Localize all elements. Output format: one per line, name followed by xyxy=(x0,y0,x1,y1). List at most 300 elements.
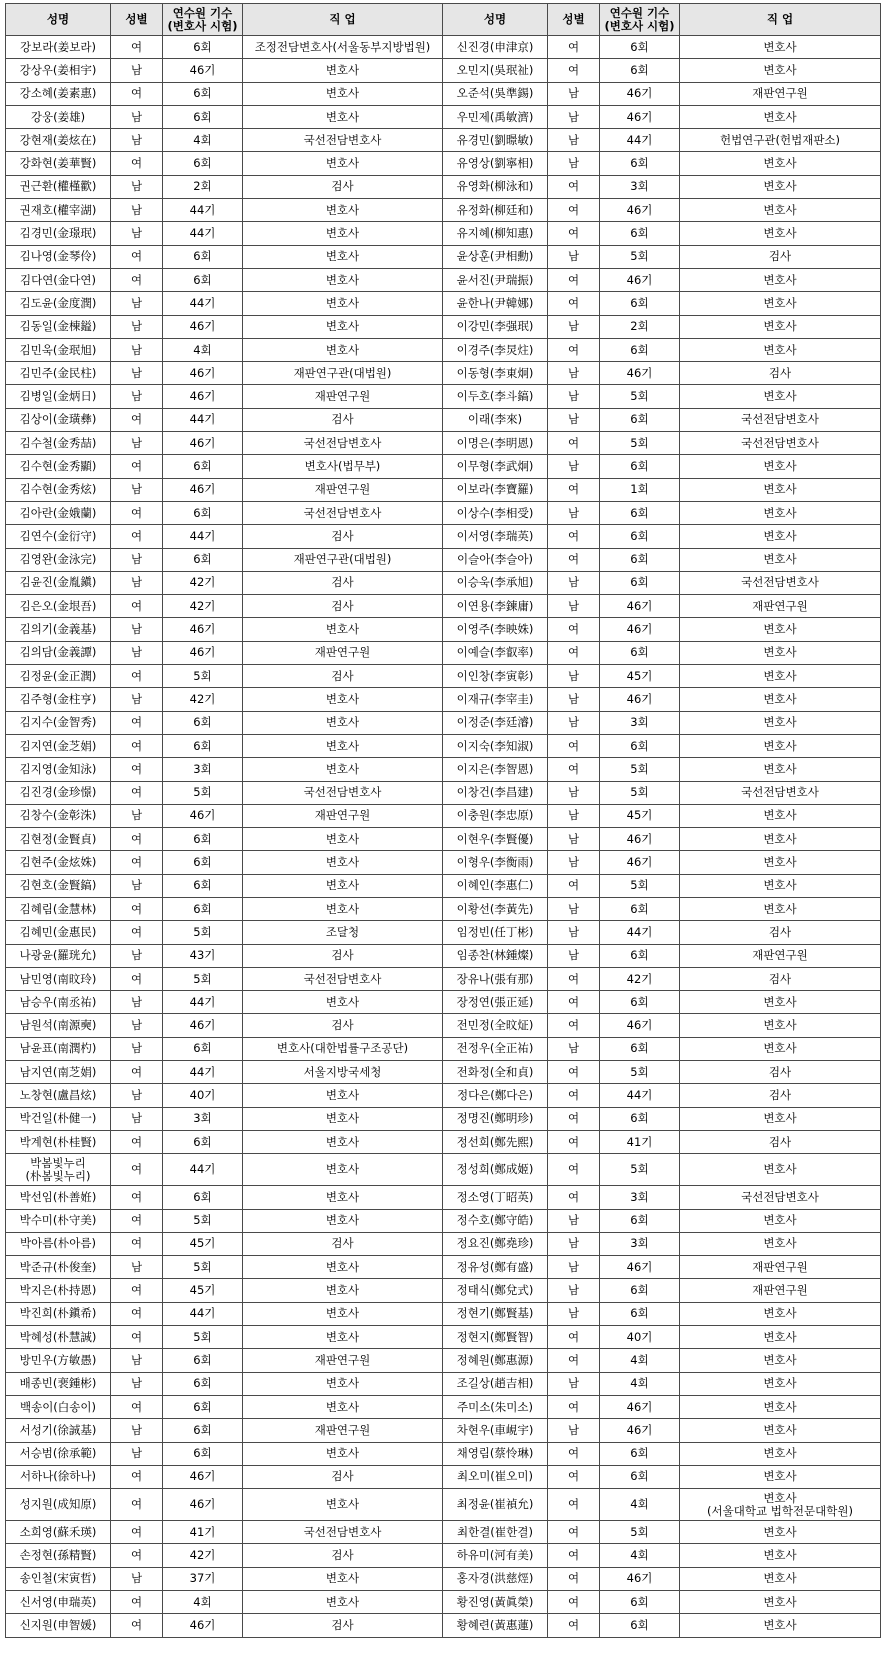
cell-gender-left: 남 xyxy=(111,362,163,385)
table-row xyxy=(6,478,881,501)
cell-job-left: 변호사 xyxy=(243,199,443,222)
cell-gender-left: 여 xyxy=(111,711,163,734)
cell-class-left: 45기 xyxy=(163,1279,243,1302)
cell-job-left: 검사 xyxy=(243,175,443,198)
cell-gender-left: 여 xyxy=(111,1130,163,1153)
table-row xyxy=(6,1372,881,1395)
cell-class-right: 5회 xyxy=(600,1521,680,1544)
cell-class-right: 6회 xyxy=(600,1302,680,1325)
cell-job-right: 헌법연구관(헌법재판소) xyxy=(680,129,881,152)
cell-gender-left: 남 xyxy=(111,991,163,1014)
cell-class-left: 42기 xyxy=(163,688,243,711)
cell-class-right: 46기 xyxy=(600,1395,680,1418)
cell-job-right: 변호사 xyxy=(680,991,881,1014)
cell-class-right: 44기 xyxy=(600,1084,680,1107)
cell-gender-right: 여 xyxy=(548,175,600,198)
table-row xyxy=(6,548,881,571)
cell-class-right: 5회 xyxy=(600,432,680,455)
cell-name-right: 정다은(鄭다은) xyxy=(443,1084,548,1107)
cell-job-right: 재판연구원 xyxy=(680,1279,881,1302)
cell-gender-right: 남 xyxy=(548,245,600,268)
table-row xyxy=(6,1419,881,1442)
cell-class-left: 6회 xyxy=(163,1442,243,1465)
cell-gender-left: 남 xyxy=(111,944,163,967)
cell-gender-right: 남 xyxy=(548,897,600,920)
cell-class-right: 40기 xyxy=(600,1326,680,1349)
cell-class-right: 2회 xyxy=(600,315,680,338)
cell-name-right: 이연용(李鍊庸) xyxy=(443,595,548,618)
cell-gender-right: 여 xyxy=(548,991,600,1014)
cell-gender-left: 남 xyxy=(111,804,163,827)
cell-gender-right: 여 xyxy=(548,1442,600,1465)
table-row xyxy=(6,571,881,594)
cell-class-right: 6회 xyxy=(600,1107,680,1130)
table-row xyxy=(6,641,881,664)
table-row xyxy=(6,781,881,804)
cell-gender-left: 남 xyxy=(111,1014,163,1037)
cell-gender-right: 남 xyxy=(548,571,600,594)
cell-job-left: 검사 xyxy=(243,1014,443,1037)
cell-name-right: 유경민(劉暻敏) xyxy=(443,129,548,152)
cell-class-right: 6회 xyxy=(600,59,680,82)
cell-gender-right: 남 xyxy=(548,385,600,408)
table-row xyxy=(6,1544,881,1567)
table-row xyxy=(6,1465,881,1488)
cell-gender-left: 남 xyxy=(111,315,163,338)
cell-gender-left: 남 xyxy=(111,618,163,641)
cell-class-right: 6회 xyxy=(600,1614,680,1637)
cell-class-left: 6회 xyxy=(163,897,243,920)
table-row xyxy=(6,874,881,897)
cell-gender-left: 여 xyxy=(111,245,163,268)
cell-name-right: 우민제(禹敏濟) xyxy=(443,105,548,128)
cell-name-left: 남민영(南旼玲) xyxy=(6,967,111,990)
cell-job-left: 국선전담변호사 xyxy=(243,781,443,804)
cell-job-left: 변호사 xyxy=(243,105,443,128)
cell-class-right: 6회 xyxy=(600,455,680,478)
cell-class-left: 6회 xyxy=(163,548,243,571)
cell-name-right: 이형우(李衡雨) xyxy=(443,851,548,874)
cell-job-right: 변호사 xyxy=(680,1154,881,1186)
cell-class-right: 46기 xyxy=(600,268,680,291)
cell-name-right: 전민정(全旼炡) xyxy=(443,1014,548,1037)
cell-class-left: 46기 xyxy=(163,1489,243,1521)
cell-name-right: 정태식(鄭兌式) xyxy=(443,1279,548,1302)
cell-gender-left: 여 xyxy=(111,1279,163,1302)
cell-name-left: 손정현(孫精賢) xyxy=(6,1544,111,1567)
cell-class-left: 40기 xyxy=(163,1084,243,1107)
cell-name-right: 최오미(崔오미) xyxy=(443,1465,548,1488)
table-row xyxy=(6,1395,881,1418)
cell-gender-right: 여 xyxy=(548,641,600,664)
cell-class-left: 6회 xyxy=(163,152,243,175)
table-row xyxy=(6,897,881,920)
cell-job-right: 변호사 xyxy=(680,455,881,478)
cell-gender-left: 여 xyxy=(111,36,163,59)
cell-name-left: 소희영(蘇禾瑛) xyxy=(6,1521,111,1544)
cell-gender-left: 남 xyxy=(111,175,163,198)
cell-job-right: 변호사 xyxy=(680,1567,881,1590)
cell-name-left: 남윤표(南潤杓) xyxy=(6,1037,111,1060)
cell-name-left: 강화현(姜華賢) xyxy=(6,152,111,175)
cell-job-left: 변호사 xyxy=(243,1395,443,1418)
cell-job-left: 변호사 xyxy=(243,897,443,920)
cell-job-left: 변호사 xyxy=(243,245,443,268)
cell-gender-left: 남 xyxy=(111,199,163,222)
cell-gender-right: 여 xyxy=(548,548,600,571)
cell-job-left: 재판연구원 xyxy=(243,641,443,664)
cell-job-right: 변호사 xyxy=(680,1232,881,1255)
header-gender-right: 성별 xyxy=(548,4,600,36)
cell-gender-left: 남 xyxy=(111,1107,163,1130)
cell-gender-left: 여 xyxy=(111,1521,163,1544)
cell-gender-left: 남 xyxy=(111,548,163,571)
cell-gender-right: 여 xyxy=(548,1084,600,1107)
cell-name-right: 정유성(鄭有盛) xyxy=(443,1256,548,1279)
table-row xyxy=(6,408,881,431)
cell-name-right: 이명은(李明恩) xyxy=(443,432,548,455)
cell-class-right: 5회 xyxy=(600,1061,680,1084)
cell-name-right: 최정윤(崔禎允) xyxy=(443,1489,548,1521)
cell-job-left: 변호사(대한법률구조공단) xyxy=(243,1037,443,1060)
cell-name-right: 전정우(全正祐) xyxy=(443,1037,548,1060)
cell-job-right: 변호사 xyxy=(680,175,881,198)
cell-class-right: 3회 xyxy=(600,711,680,734)
cell-name-right: 이정준(李廷濬) xyxy=(443,711,548,734)
cell-gender-left: 남 xyxy=(111,59,163,82)
cell-gender-right: 여 xyxy=(548,292,600,315)
cell-name-left: 김나영(金琴伶) xyxy=(6,245,111,268)
cell-class-left: 6회 xyxy=(163,245,243,268)
cell-name-left: 남원석(南源奭) xyxy=(6,1014,111,1037)
cell-class-left: 3회 xyxy=(163,1107,243,1130)
cell-class-right: 46기 xyxy=(600,1567,680,1590)
cell-gender-right: 남 xyxy=(548,1372,600,1395)
cell-class-right: 6회 xyxy=(600,152,680,175)
cell-gender-right: 여 xyxy=(548,1591,600,1614)
table-row xyxy=(6,1232,881,1255)
table-row xyxy=(6,432,881,455)
table-row xyxy=(6,1279,881,1302)
cell-gender-left: 여 xyxy=(111,897,163,920)
cell-class-right: 46기 xyxy=(600,618,680,641)
cell-name-right: 이황선(李黃先) xyxy=(443,897,548,920)
table-row xyxy=(6,292,881,315)
cell-class-left: 2회 xyxy=(163,175,243,198)
cell-name-left: 신지원(申智媛) xyxy=(6,1614,111,1637)
cell-job-right: 변호사 xyxy=(680,874,881,897)
cell-class-right: 6회 xyxy=(600,408,680,431)
cell-class-right: 45기 xyxy=(600,665,680,688)
cell-name-left: 김의기(金義基) xyxy=(6,618,111,641)
cell-gender-left: 여 xyxy=(111,921,163,944)
cell-class-left: 5회 xyxy=(163,921,243,944)
cell-name-right: 이혜인(李惠仁) xyxy=(443,874,548,897)
table-row xyxy=(6,921,881,944)
cell-job-left: 변호사 xyxy=(243,1154,443,1186)
cell-name-left: 김수현(金秀炫) xyxy=(6,478,111,501)
cell-gender-right: 여 xyxy=(548,478,600,501)
table-row xyxy=(6,1107,881,1130)
cell-gender-right: 남 xyxy=(548,921,600,944)
cell-name-left: 신서영(申瑞英) xyxy=(6,1591,111,1614)
cell-gender-right: 여 xyxy=(548,618,600,641)
cell-gender-left: 여 xyxy=(111,1186,163,1209)
cell-gender-right: 여 xyxy=(548,268,600,291)
cell-gender-left: 남 xyxy=(111,1419,163,1442)
cell-gender-left: 여 xyxy=(111,1395,163,1418)
cell-class-right: 6회 xyxy=(600,501,680,524)
table-row xyxy=(6,199,881,222)
cell-class-left: 6회 xyxy=(163,501,243,524)
cell-name-left: 서하나(徐하나) xyxy=(6,1465,111,1488)
cell-job-right: 변호사 xyxy=(680,152,881,175)
cell-gender-right: 여 xyxy=(548,967,600,990)
cell-class-right: 1회 xyxy=(600,478,680,501)
cell-gender-left: 남 xyxy=(111,874,163,897)
cell-class-left: 44기 xyxy=(163,1061,243,1084)
cell-gender-right: 여 xyxy=(548,1061,600,1084)
table-row xyxy=(6,967,881,990)
cell-job-left: 재판연구원 xyxy=(243,1419,443,1442)
cell-job-right: 재판연구원 xyxy=(680,595,881,618)
cell-name-left: 박진희(朴鎭希) xyxy=(6,1302,111,1325)
cell-name-right: 정수호(鄭守皓) xyxy=(443,1209,548,1232)
cell-gender-right: 여 xyxy=(548,758,600,781)
cell-job-right: 검사 xyxy=(680,362,881,385)
cell-job-right: 국선전담변호사 xyxy=(680,408,881,431)
cell-name-right: 윤상훈(尹相勳) xyxy=(443,245,548,268)
cell-job-left: 국선전담변호사 xyxy=(243,501,443,524)
table-row xyxy=(6,82,881,105)
cell-job-left: 변호사 xyxy=(243,292,443,315)
roster-table-wrapper xyxy=(5,3,881,1638)
cell-name-left: 김다연(金다연) xyxy=(6,268,111,291)
cell-class-right: 46기 xyxy=(600,362,680,385)
cell-gender-right: 남 xyxy=(548,711,600,734)
cell-job-left: 변호사 xyxy=(243,1302,443,1325)
cell-job-left: 변호사 xyxy=(243,1567,443,1590)
cell-job-left: 검사 xyxy=(243,571,443,594)
cell-name-right: 유영화(柳泳和) xyxy=(443,175,548,198)
table-row xyxy=(6,711,881,734)
cell-job-right: 재판연구원 xyxy=(680,82,881,105)
table-row xyxy=(6,455,881,478)
cell-class-left: 44기 xyxy=(163,1302,243,1325)
cell-class-left: 44기 xyxy=(163,222,243,245)
table-row xyxy=(6,129,881,152)
cell-job-right: 변호사 xyxy=(680,222,881,245)
cell-name-right: 이인창(李寅彰) xyxy=(443,665,548,688)
table-row xyxy=(6,1037,881,1060)
cell-name-left: 강소혜(姜素惠) xyxy=(6,82,111,105)
cell-class-right: 3회 xyxy=(600,1186,680,1209)
cell-class-left: 5회 xyxy=(163,1256,243,1279)
cell-job-left: 변호사 xyxy=(243,1186,443,1209)
cell-class-left: 46기 xyxy=(163,385,243,408)
cell-name-left: 박수미(朴守美) xyxy=(6,1209,111,1232)
cell-gender-left: 여 xyxy=(111,82,163,105)
cell-name-left: 나광윤(羅珖允) xyxy=(6,944,111,967)
cell-name-right: 이서영(李瑞英) xyxy=(443,525,548,548)
cell-class-right: 6회 xyxy=(600,1442,680,1465)
cell-class-left: 4회 xyxy=(163,129,243,152)
table-row xyxy=(6,1349,881,1372)
table-row xyxy=(6,525,881,548)
cell-class-right: 6회 xyxy=(600,36,680,59)
cell-job-left: 검사 xyxy=(243,1614,443,1637)
cell-job-left: 변호사 xyxy=(243,82,443,105)
cell-class-left: 5회 xyxy=(163,781,243,804)
cell-gender-left: 여 xyxy=(111,408,163,431)
cell-name-right: 이승욱(李承旭) xyxy=(443,571,548,594)
cell-job-right: 변호사 xyxy=(680,1326,881,1349)
table-row xyxy=(6,59,881,82)
cell-gender-right: 여 xyxy=(548,1614,600,1637)
cell-class-right: 46기 xyxy=(600,688,680,711)
cell-job-left: 검사 xyxy=(243,1544,443,1567)
cell-name-left: 김지영(金知泳) xyxy=(6,758,111,781)
cell-job-left: 변호사 xyxy=(243,152,443,175)
cell-class-left: 6회 xyxy=(163,1186,243,1209)
cell-name-left: 김은오(金垠吾) xyxy=(6,595,111,618)
cell-name-right: 정선희(鄭先熙) xyxy=(443,1130,548,1153)
cell-gender-right: 남 xyxy=(548,665,600,688)
cell-job-right: 변호사 xyxy=(680,548,881,571)
cell-class-right: 46기 xyxy=(600,105,680,128)
cell-job-left: 국선전담변호사 xyxy=(243,1521,443,1544)
cell-job-right: 변호사 xyxy=(680,828,881,851)
cell-name-left: 강웅(姜雄) xyxy=(6,105,111,128)
table-row xyxy=(6,315,881,338)
cell-class-left: 6회 xyxy=(163,36,243,59)
cell-name-right: 이재규(李宰圭) xyxy=(443,688,548,711)
table-row xyxy=(6,385,881,408)
cell-class-left: 44기 xyxy=(163,408,243,431)
cell-class-right: 5회 xyxy=(600,758,680,781)
cell-name-left: 김혜민(金惠民) xyxy=(6,921,111,944)
cell-name-right: 이지은(李智恩) xyxy=(443,758,548,781)
cell-class-right: 6회 xyxy=(600,1279,680,1302)
cell-gender-left: 여 xyxy=(111,1302,163,1325)
cell-job-left: 재판연구관(대법원) xyxy=(243,362,443,385)
cell-gender-left: 남 xyxy=(111,1349,163,1372)
cell-name-left: 박지은(朴持恩) xyxy=(6,1279,111,1302)
cell-gender-left: 남 xyxy=(111,385,163,408)
cell-class-right: 46기 xyxy=(600,1014,680,1037)
table-row xyxy=(6,688,881,711)
cell-class-left: 6회 xyxy=(163,1372,243,1395)
cell-name-left: 강상우(姜相宇) xyxy=(6,59,111,82)
cell-name-left: 박혜성(朴慧誠) xyxy=(6,1326,111,1349)
cell-job-right: 검사 xyxy=(680,1130,881,1153)
cell-class-left: 4회 xyxy=(163,338,243,361)
cell-job-left: 변호사 xyxy=(243,1084,443,1107)
cell-gender-left: 남 xyxy=(111,1084,163,1107)
cell-name-left: 송인철(宋寅哲) xyxy=(6,1567,111,1590)
cell-job-left: 변호사 xyxy=(243,338,443,361)
header-job-left: 직 업 xyxy=(243,4,443,36)
roster-table xyxy=(5,3,881,1638)
cell-job-right: 변호사 xyxy=(680,688,881,711)
cell-class-left: 6회 xyxy=(163,1395,243,1418)
cell-gender-right: 남 xyxy=(548,1209,600,1232)
table-row xyxy=(6,222,881,245)
cell-job-right: 변호사 xyxy=(680,1521,881,1544)
cell-gender-left: 여 xyxy=(111,1326,163,1349)
cell-gender-right: 여 xyxy=(548,1395,600,1418)
cell-name-left: 김윤진(金胤鎭) xyxy=(6,571,111,594)
cell-job-left: 변호사 xyxy=(243,1442,443,1465)
cell-job-left: 변호사 xyxy=(243,1489,443,1521)
cell-class-right: 6회 xyxy=(600,991,680,1014)
cell-class-right: 46기 xyxy=(600,828,680,851)
cell-job-right: 변호사 xyxy=(680,1209,881,1232)
cell-gender-left: 여 xyxy=(111,1465,163,1488)
table-row xyxy=(6,851,881,874)
cell-gender-left: 여 xyxy=(111,1232,163,1255)
cell-job-right: 변호사 xyxy=(680,525,881,548)
table-row xyxy=(6,991,881,1014)
cell-name-right: 이동형(李東炯) xyxy=(443,362,548,385)
cell-job-left: 검사 xyxy=(243,525,443,548)
cell-gender-left: 남 xyxy=(111,129,163,152)
cell-class-left: 42기 xyxy=(163,595,243,618)
cell-gender-right: 여 xyxy=(548,1154,600,1186)
cell-name-right: 유지혜(柳知惠) xyxy=(443,222,548,245)
cell-job-left: 변호사 xyxy=(243,222,443,245)
cell-name-right: 장정연(張正延) xyxy=(443,991,548,1014)
cell-gender-left: 여 xyxy=(111,1591,163,1614)
table-body xyxy=(6,36,881,1638)
cell-job-right: 변호사 xyxy=(680,1419,881,1442)
cell-class-left: 46기 xyxy=(163,1465,243,1488)
cell-gender-right: 남 xyxy=(548,1256,600,1279)
cell-job-left: 국선전담변호사 xyxy=(243,432,443,455)
cell-name-left: 박선임(朴善姙) xyxy=(6,1186,111,1209)
cell-job-right: 변호사 xyxy=(680,315,881,338)
cell-job-right: 변호사 xyxy=(680,665,881,688)
cell-job-left: 재판연구관(대법원) xyxy=(243,548,443,571)
cell-job-left: 국선전담변호사 xyxy=(243,129,443,152)
cell-class-right: 5회 xyxy=(600,385,680,408)
cell-class-right: 6회 xyxy=(600,1465,680,1488)
cell-name-right: 이상수(李相受) xyxy=(443,501,548,524)
cell-class-left: 45기 xyxy=(163,1232,243,1255)
cell-gender-right: 남 xyxy=(548,408,600,431)
cell-job-left: 변호사(법무부) xyxy=(243,455,443,478)
cell-class-left: 6회 xyxy=(163,1349,243,1372)
table-row xyxy=(6,758,881,781)
table-row xyxy=(6,944,881,967)
cell-name-left: 서성기(徐誠基) xyxy=(6,1419,111,1442)
cell-class-right: 5회 xyxy=(600,245,680,268)
cell-name-right: 이예슬(李叡率) xyxy=(443,641,548,664)
cell-gender-right: 여 xyxy=(548,338,600,361)
cell-class-left: 3회 xyxy=(163,758,243,781)
cell-job-left: 변호사 xyxy=(243,734,443,757)
cell-job-left: 재판연구원 xyxy=(243,1349,443,1372)
cell-job-right: 재판연구원 xyxy=(680,1256,881,1279)
table-row xyxy=(6,665,881,688)
table-row xyxy=(6,245,881,268)
cell-job-right: 변호사 xyxy=(680,1395,881,1418)
cell-name-left: 김경민(金璟珉) xyxy=(6,222,111,245)
cell-job-right: 변호사 xyxy=(680,851,881,874)
cell-name-left: 김도윤(金度潤) xyxy=(6,292,111,315)
cell-job-right: 변호사 xyxy=(680,1544,881,1567)
cell-name-left: 김병일(金炳日) xyxy=(6,385,111,408)
